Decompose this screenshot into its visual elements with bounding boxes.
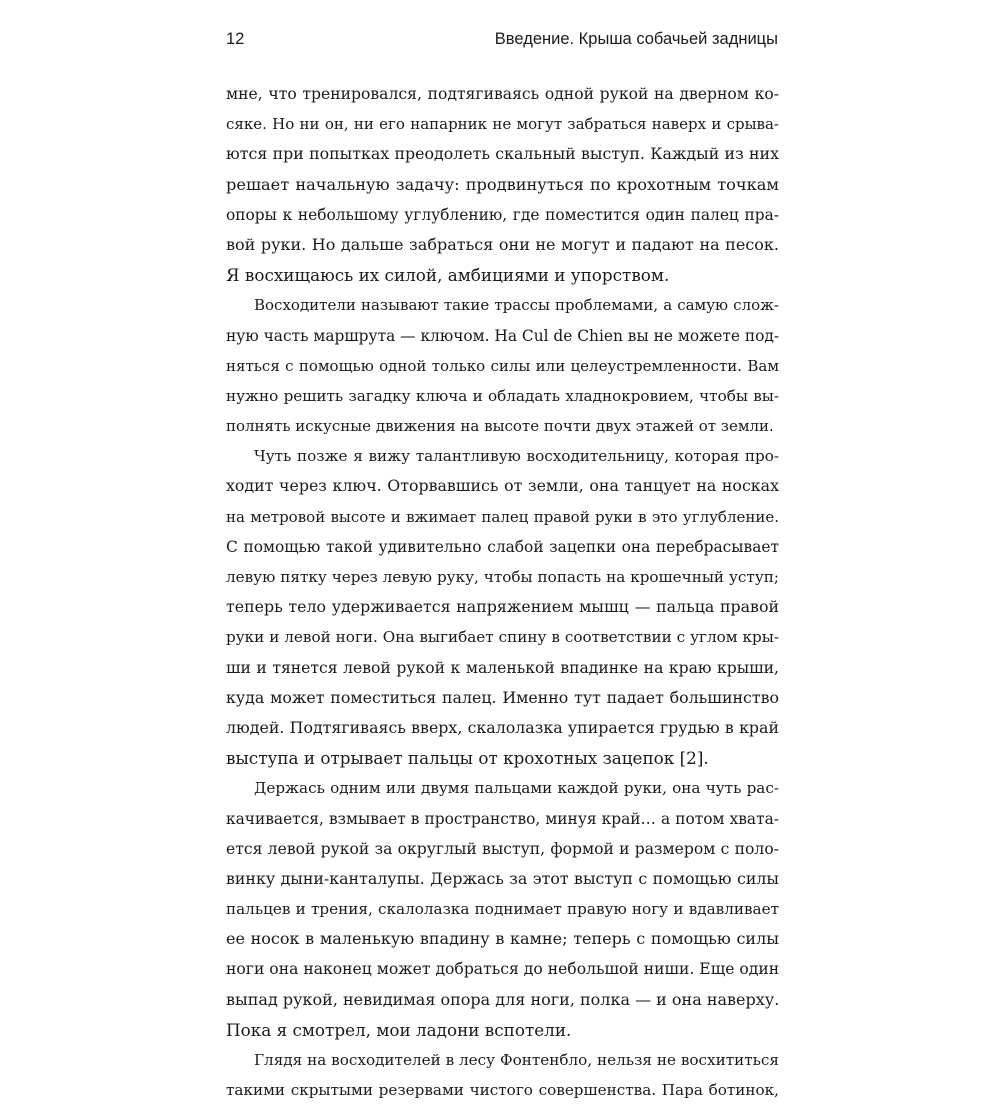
text-line: теперь тело удерживается напряжением мышц — пальца правой <box>226 597 779 617</box>
paragraph-first-line: Глядя на восходителей в лесу Фонтенбло, нельзя не восхититься <box>254 1051 779 1069</box>
body-text <box>226 79 779 1105</box>
text-line: на метровой высоте и вжимает палец правой руки в это углубление. <box>226 507 779 526</box>
text-line: выпад рукой, невидимая опора для ноги, полка — и она наверху. <box>226 989 780 1009</box>
text-line: С помощью такой удивительно слабой зацепки она перебрасывает <box>226 537 779 556</box>
paragraph-last-line: полнять искусные движения на высоте почти двух этажей от земли. <box>226 417 774 436</box>
text-line: ее носок в маленькую впадину в камне; теперь с помощью силы <box>226 929 779 949</box>
paragraph-first-line: Чуть позже я вижу талантливую восходительницу, которая про- <box>254 447 779 466</box>
text-line: людей. Подтягиваясь вверх, скалолазка упирается грудью в край <box>226 717 779 737</box>
text-line: пальцев и трения, скалолазка поднимает правую ногу и вдавливает <box>226 900 779 919</box>
paragraph-last-line: Пока я смотрел, мои ладони вспотели. <box>226 1019 572 1040</box>
text-line: ши и тянется левой рукой к маленькой впадинке на краю крыши, <box>226 658 779 677</box>
chapter-title: Введение. Крыша собачьей задницы <box>494 30 778 48</box>
text-line: ходит через ключ. Оторвавшись от земли, она танцует на носках <box>226 476 779 496</box>
text-line: вой руки. Но дальше забраться они не могут и падают на песок. <box>226 234 779 254</box>
paragraph-last-line: выступа и отрывает пальцы от крохотных зацепок [2]. <box>226 748 709 769</box>
text-line: винку дыни-канталупы. Держась за этот выступ с помощью силы <box>226 868 779 888</box>
text-line: куда может поместиться палец. Именно тут падает большинство <box>226 687 779 707</box>
paragraph-last-line: Я восхищаюсь их силой, амбициями и упорством. <box>226 265 670 286</box>
text-line: сяке. Но ни он, ни его напарник не могут забраться наверх и срыва- <box>226 115 779 134</box>
text-line: ются при попытках преодолеть скальный выступ. Каждый из них <box>226 144 779 164</box>
text-line: левую пятку через левую руку, чтобы попасть на крошечный уступ; <box>226 568 779 586</box>
text-line: ноги она наконец может добраться до небольшой ниши. Еще один <box>226 960 780 979</box>
text-line: ется левой рукой за округлый выступ, формой и размером с поло- <box>226 839 779 858</box>
page-number: 12 <box>226 30 245 48</box>
text-line: опоры к небольшому углублению, где поместится один палец пра- <box>226 205 779 224</box>
text-line: решает начальную задачу: продвинуться по крохотным точкам <box>226 174 779 194</box>
text-line: мне, что тренировался, подтягиваясь одной рукой на дверном ко- <box>226 85 779 103</box>
text-line: нужно решить загадку ключа и обладать хладнокровием, чтобы вы- <box>226 386 779 405</box>
text-line: качивается, взмывает в пространство, минуя край… а потом хвата- <box>226 809 779 828</box>
running-header <box>226 30 778 60</box>
text-line: няться с помощью одной только силы или целеустремленности. Вам <box>226 356 779 375</box>
paragraph-first-line: Держась одним или двумя пальцами каждой руки, она чуть рас- <box>254 779 779 798</box>
paragraph-first-line: Восходители называют такие трассы проблемами, а самую слож- <box>254 296 779 315</box>
text-line: ную часть маршрута — ключом. На Cul de Chien вы не можете под- <box>226 326 780 345</box>
text-line: руки и левой ноги. Она выгибает спину в соответствии с углом кры- <box>226 628 779 647</box>
text-line: такими скрытыми резервами чистого совершенства. Пара ботинок, <box>226 1081 779 1100</box>
